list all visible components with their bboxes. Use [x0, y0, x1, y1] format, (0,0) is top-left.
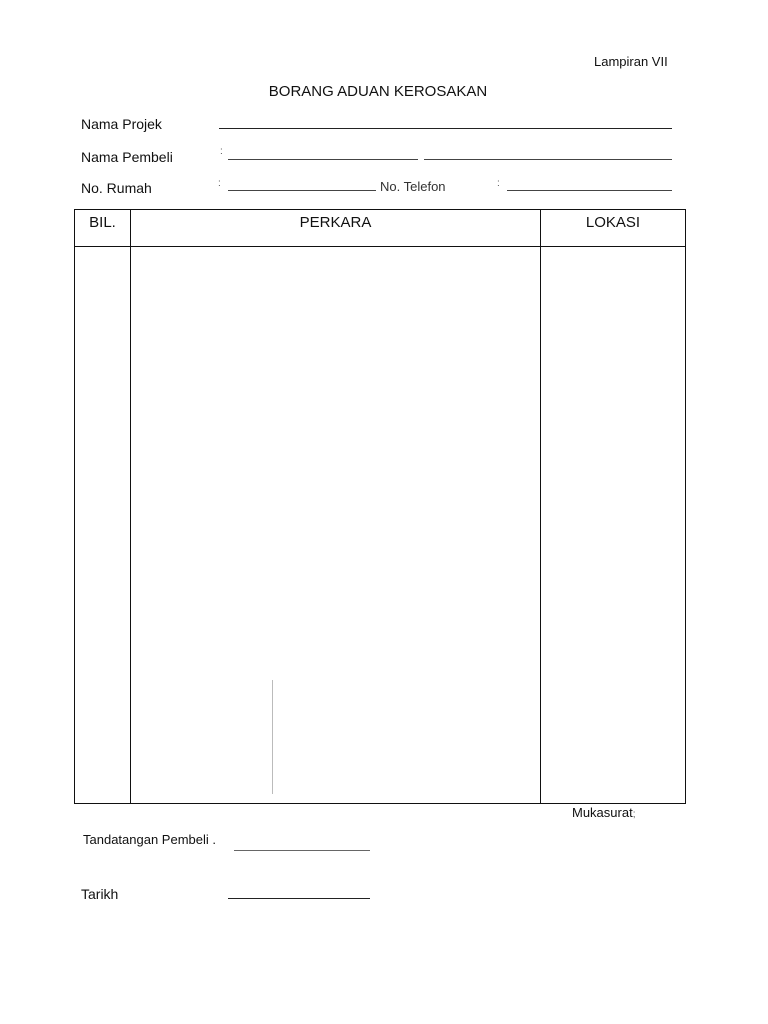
cell-perkara[interactable]: [131, 247, 541, 804]
cell-bil[interactable]: [75, 247, 131, 804]
buyer-name-field-part1[interactable]: [228, 159, 418, 160]
column-header-bil: BIL.: [75, 210, 131, 247]
cell-lokasi[interactable]: [541, 247, 686, 804]
buyer-name-label: Nama Pembeli: [81, 149, 173, 165]
column-header-lokasi: LOKASI: [541, 210, 686, 247]
buyer-name-colon: :: [220, 146, 223, 157]
date-field[interactable]: [228, 898, 370, 899]
table-row: [75, 247, 686, 804]
project-name-field[interactable]: [219, 128, 672, 129]
buyer-name-field-part2[interactable]: [424, 159, 672, 160]
project-name-label: Nama Projek: [81, 116, 162, 132]
column-header-perkara: PERKARA: [131, 210, 541, 247]
appendix-label: Lampiran VII: [594, 54, 668, 69]
phone-colon: :: [497, 178, 500, 189]
page-title: BORANG ADUAN KEROSAKAN: [268, 83, 488, 100]
signature-field[interactable]: [234, 850, 370, 851]
date-label: Tarikh: [81, 886, 119, 902]
house-no-label: No. Rumah: [81, 180, 152, 196]
page-number-label: Mukasurat;: [572, 805, 636, 820]
complaint-table: [74, 209, 686, 804]
signature-label: Tandatangan Pembeli .: [83, 832, 216, 847]
phone-label: No. Telefon: [380, 179, 446, 194]
scan-artifact-mark: [272, 680, 273, 794]
phone-field[interactable]: [507, 190, 672, 191]
house-no-field[interactable]: [228, 190, 376, 191]
table-header-row: [75, 210, 686, 247]
house-no-colon: :: [218, 178, 221, 189]
